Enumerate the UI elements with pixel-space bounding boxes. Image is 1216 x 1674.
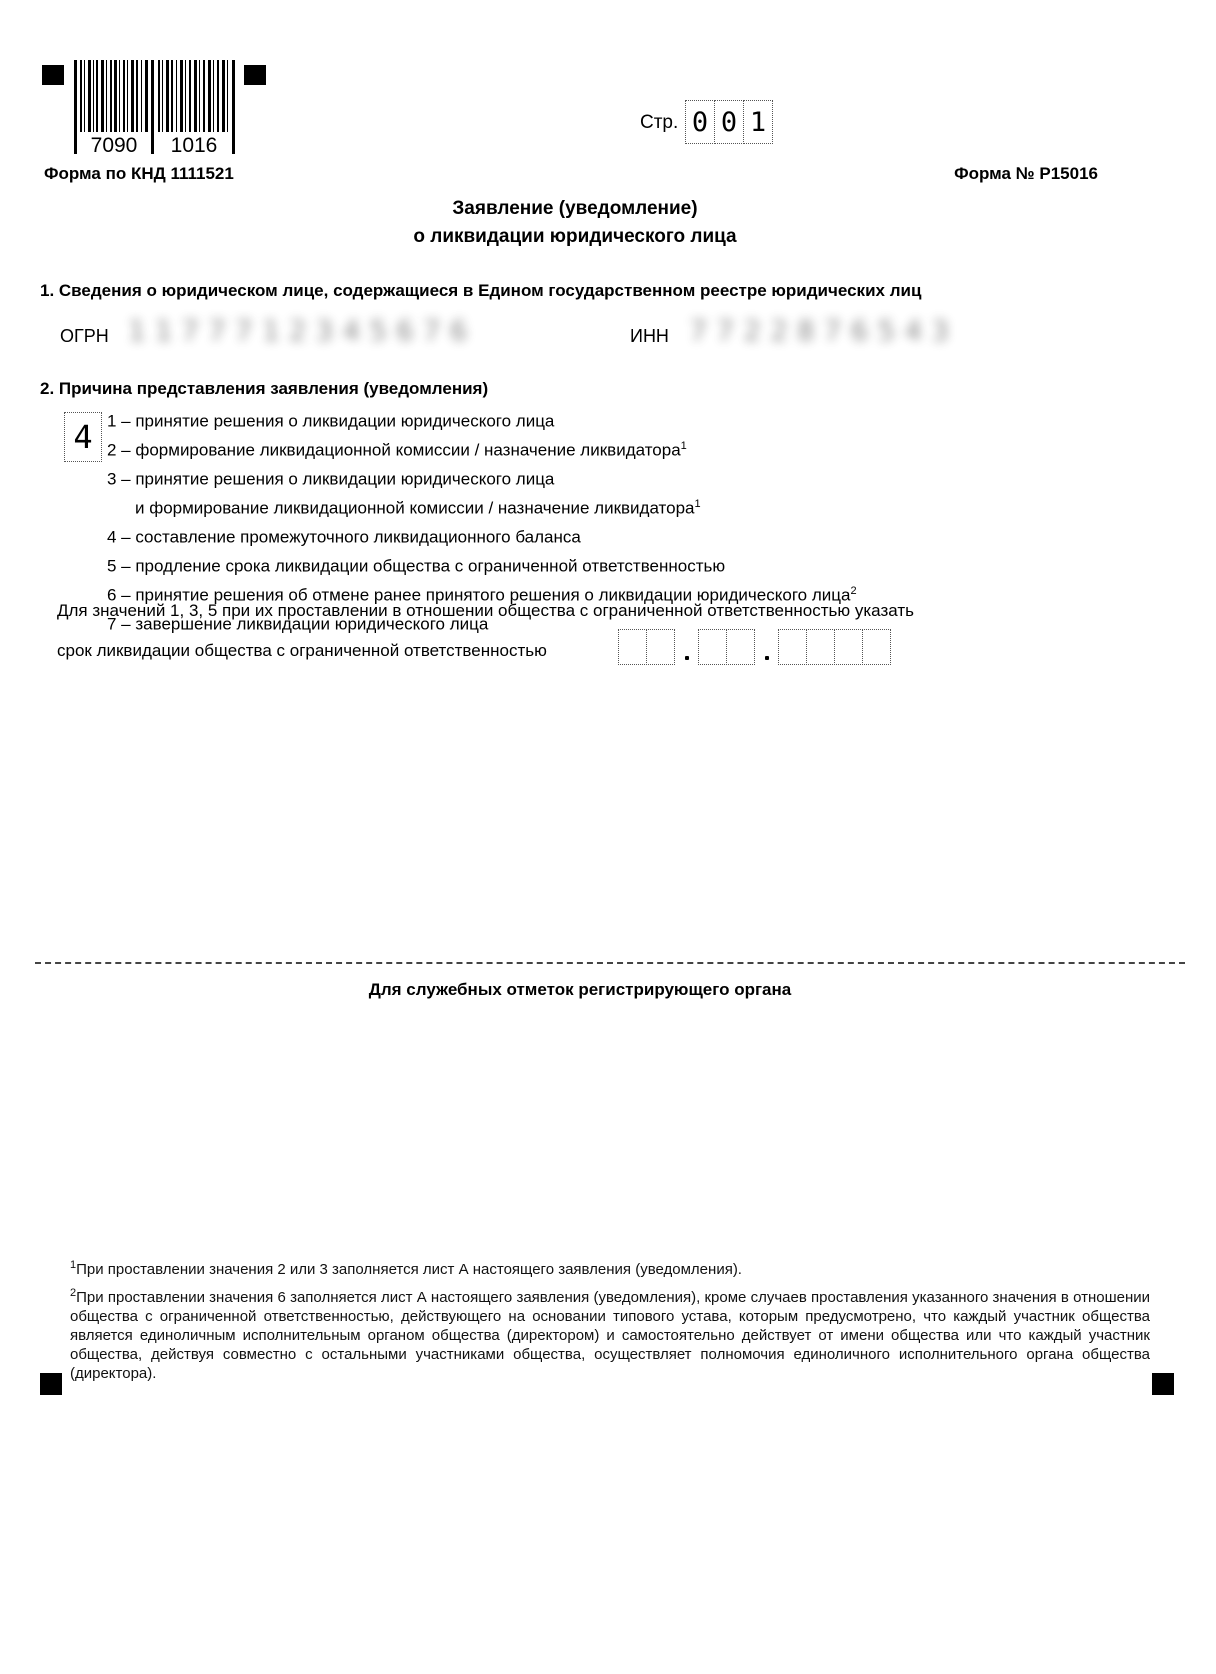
reason-item: 5 – продление срока ликвидации общества с ограниченной ответственностью: [107, 556, 726, 576]
footnote-marker: 1: [70, 1259, 77, 1271]
date-separator-dot: [765, 656, 769, 660]
reason-item: 3 – принятие решения о ликвидации юридического лица: [107, 469, 555, 489]
footnote-marker: 2: [70, 1287, 77, 1299]
service-section-separator: [35, 962, 1185, 964]
term-note-line1: Для значений 1, 3, 5 при их проставлении в отношении общества с ограниченной ответственностью указать: [57, 601, 914, 620]
footnote-text: При проставлении значения 6 заполняется лист А настоящего заявления (уведомления), кроме случаев проставления указанного значения в отношении общества с ограниченной ответственностью, действующего на основании типового устава, которым предусмотрено, что каждый участник общества является единоличным исполнительным органом общества (директором) и самостоятельно действует от имени общества или что каждый участник общества, действуя совместно с остальными участниками общества, осуществляет полномочия единоличного исполнительного органа общества (директора).: [70, 1289, 1150, 1382]
section2-heading: 2. Причина представления заявления (уведомления): [40, 379, 489, 398]
footnote-2: [70, 1284, 1150, 1383]
barcode: [74, 60, 236, 163]
footnote-1: [70, 1256, 1150, 1279]
barcode-digits-right: 1016: [170, 134, 218, 157]
reason-code-box: [64, 412, 102, 462]
footnote-ref: 2: [850, 585, 857, 598]
form-number-label: Форма № Р15016: [954, 164, 1098, 183]
term-date-year-cells: [779, 629, 891, 665]
inn-value: 7722876543: [690, 314, 959, 347]
form-title-line1: Заявление (уведомление): [452, 198, 698, 219]
term-date-cell: [834, 629, 863, 665]
reason-code-value: 4: [73, 418, 93, 456]
reason-item: 7 – завершение ликвидации юридического лица: [107, 615, 489, 635]
reason-item: 1 – принятие решения о ликвидации юридического лица: [107, 411, 555, 431]
registration-square-top-right: [244, 65, 266, 85]
footnote-ref: 1: [680, 440, 687, 453]
knd-label: Форма по КНД 1111521: [44, 164, 234, 183]
term-date-cell: [806, 629, 835, 665]
date-separator-dot: [685, 656, 689, 660]
service-marks-heading: Для служебных отметок регистрирующего органа: [368, 980, 792, 999]
term-date-month-cells: [699, 629, 755, 665]
term-date-field: [0, 629, 1216, 669]
reason-item-continuation: и формирование ликвидационной комиссии / назначение ликвидатора$^1$: [135, 498, 701, 518]
term-date-cell: [618, 629, 647, 665]
registration-square-bottom-right: [1152, 1373, 1174, 1395]
term-date-cell: [862, 629, 891, 665]
reason-item: 6 – принятие решения об отмене ранее принятого решения о ликвидации юридического лица$^2$: [107, 585, 857, 606]
reason-item: 2 – формирование ликвидационной комиссии / назначение ликвидатора$^1$: [107, 440, 687, 460]
term-date-cell: [698, 629, 727, 665]
term-date-cell: [726, 629, 755, 665]
inn-label: ИНН: [630, 326, 669, 346]
page-number-cell: 0: [714, 100, 744, 144]
ogrn-value: 1177712345676: [128, 314, 478, 347]
term-date-cell: [646, 629, 675, 665]
term-date-cell: [778, 629, 807, 665]
registration-square-bottom-left: [40, 1373, 62, 1395]
section1-heading: 1. Сведения о юридическом лице, содержащиеся в Едином государственном реестре юридических лиц: [40, 281, 922, 300]
page-number-cell: 1: [743, 100, 773, 144]
term-date-day-cells: [619, 629, 675, 665]
page-number-cells: [686, 100, 773, 144]
footnote-ref: 1: [694, 498, 701, 511]
registration-square-top-left: [42, 65, 64, 85]
form-title-line2: о ликвидации юридического лица: [413, 226, 737, 247]
page-number-cell: 0: [685, 100, 715, 144]
reason-item: 4 – составление промежуточного ликвидационного баланса: [107, 527, 581, 547]
term-note-line2: срок ликвидации общества с ограниченной ответственностью: [57, 641, 547, 660]
form-title: [0, 195, 1150, 251]
footnote-text: При проставлении значения 2 или 3 заполняется лист А настоящего заявления (уведомления).: [76, 1261, 742, 1278]
page-label: Стр.: [640, 112, 679, 133]
barcode-digits-left: 7090: [90, 134, 138, 157]
ogrn-label: ОГРН: [60, 326, 109, 346]
